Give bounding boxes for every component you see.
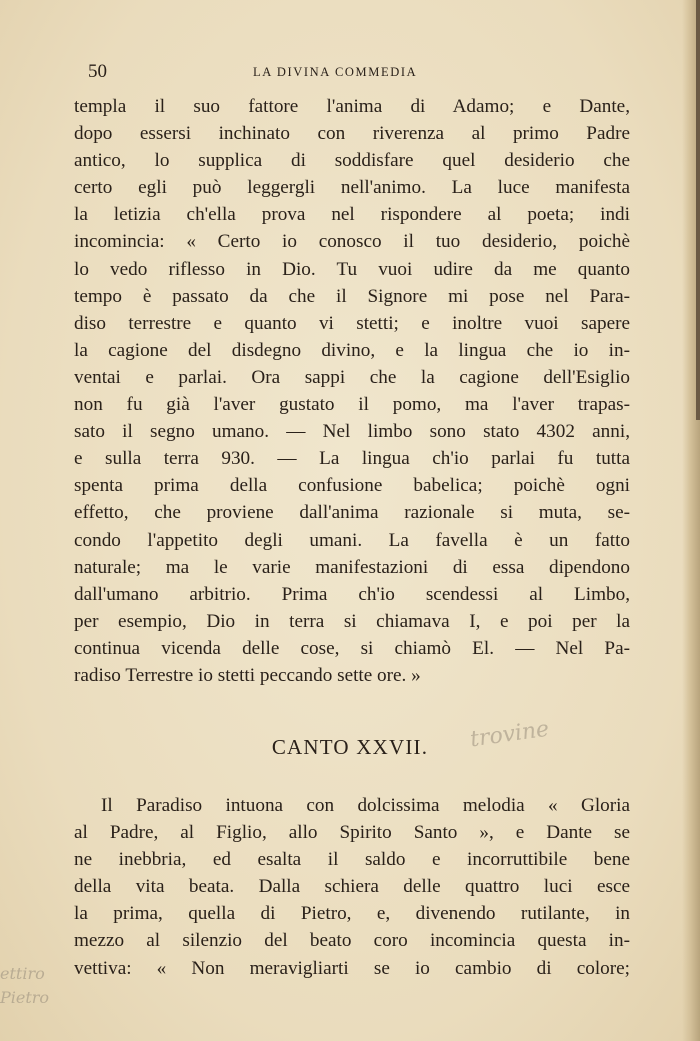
text-line: incomincia: « Certo io conosco il tuo desiderio, poichè — [74, 231, 630, 253]
text-line: certo egli può leggergli nell'animo. La luce manifesta — [74, 177, 630, 199]
text-line: dopo essersi inchinato con riverenza al primo Padre — [74, 123, 630, 145]
text-line: continua vicenda delle cose, si chiamò El. — Nel Pa- — [74, 637, 630, 659]
text-line: la letizia ch'ella prova nel rispondere al poeta; indi — [74, 204, 630, 226]
page-edge-binding — [696, 0, 700, 420]
text-line: lo vedo riflesso in Dio. Tu vuoi udire da me quanto — [74, 258, 630, 280]
text-line: dall'umano arbitrio. Prima ch'io scendessi al Limbo, — [74, 583, 630, 605]
text-line: ne inebbria, ed esalta il saldo e incorruttibile bene — [74, 849, 630, 871]
text-line: non fu già l'aver gustato il pomo, ma l'aver trapas- — [74, 394, 630, 416]
text-line: la prima, quella di Pietro, e, divenendo rutilante, in — [74, 903, 630, 925]
text-line: condo l'appetito degli umani. La favella è un fatto — [74, 529, 630, 551]
text-line: la cagione del disdegno divino, e la lingua che io in- — [74, 339, 630, 361]
paragraph-canto-xxvii-summary — [74, 792, 630, 982]
text-line: naturale; ma le varie manifestazioni di essa dipendono — [74, 556, 630, 578]
text-line: al Padre, al Figlio, allo Spirito Santo », e Dante se — [74, 822, 630, 844]
page-number: 50 — [88, 61, 107, 82]
handwritten-margin-note: Pietro — [0, 988, 50, 1007]
paragraph-canto-xxvi-summary — [74, 93, 630, 689]
text-line: vettiva: « Non meravigliarti se io cambio di colore; — [74, 957, 630, 979]
text-line: per esempio, Dio in terra si chiamava I, e poi per la — [74, 610, 630, 632]
text-line: diso terrestre e quanto vi stetti; e inoltre vuoi sapere — [74, 312, 630, 334]
text-line: ventai e parlai. Ora sappi che la cagione dell'Esiglio — [74, 366, 630, 388]
text-line: della vita beata. Dalla schiera delle quattro luci esce — [74, 876, 630, 898]
text-line: Il Paradiso intuona con dolcissima melodia « Gloria — [101, 795, 630, 816]
text-line: mezzo al silenzio del beato coro incomincia questa in- — [74, 930, 630, 952]
canto-heading: CANTO XXVII. — [271, 735, 429, 759]
text-line: effetto, che proviene dall'anima razionale si muta, se- — [74, 502, 630, 524]
text-line: tempo è passato da che il Signore mi pose nel Para- — [74, 285, 630, 307]
text-line: radiso Terrestre io stetti peccando sette ore. » — [74, 664, 421, 686]
page-header — [88, 61, 648, 85]
text-line: antico, lo supplica di soddisfare quel desiderio che — [74, 150, 630, 172]
text-line: templa il suo fattore l'anima di Adamo; e Dante, — [74, 96, 630, 117]
text-line: e sulla terra 930. — La lingua ch'io parlai fu tutta — [74, 448, 630, 470]
text-line: sato il segno umano. — Nel limbo sono stato 4302 anni, — [74, 421, 630, 443]
text-line: spenta prima della confusione babelica; poichè ogni — [74, 475, 630, 497]
handwritten-margin-note: ettiro — [0, 964, 45, 983]
running-title: LA DIVINA COMMEDIA — [253, 65, 418, 79]
handwritten-note: trovine — [468, 716, 551, 753]
